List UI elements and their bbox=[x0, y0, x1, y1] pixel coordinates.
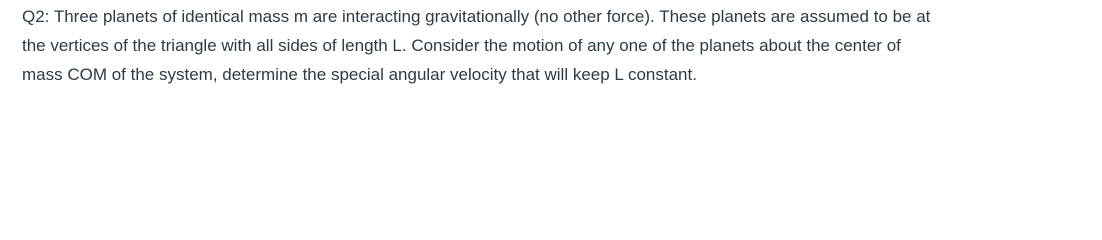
question-line-3: mass COM of the system, determine the special angular velocity that will keep L constant. bbox=[22, 65, 697, 84]
question-line-2: the vertices of the triangle with all sides of length L. Consider the motion of any one of the planets about the center of bbox=[22, 36, 901, 55]
question-text bbox=[0, 0, 1102, 86]
question-line-1: Q2: Three planets of identical mass m are interacting gravitationally (no other force). These planets are assumed to be at bbox=[22, 7, 931, 26]
